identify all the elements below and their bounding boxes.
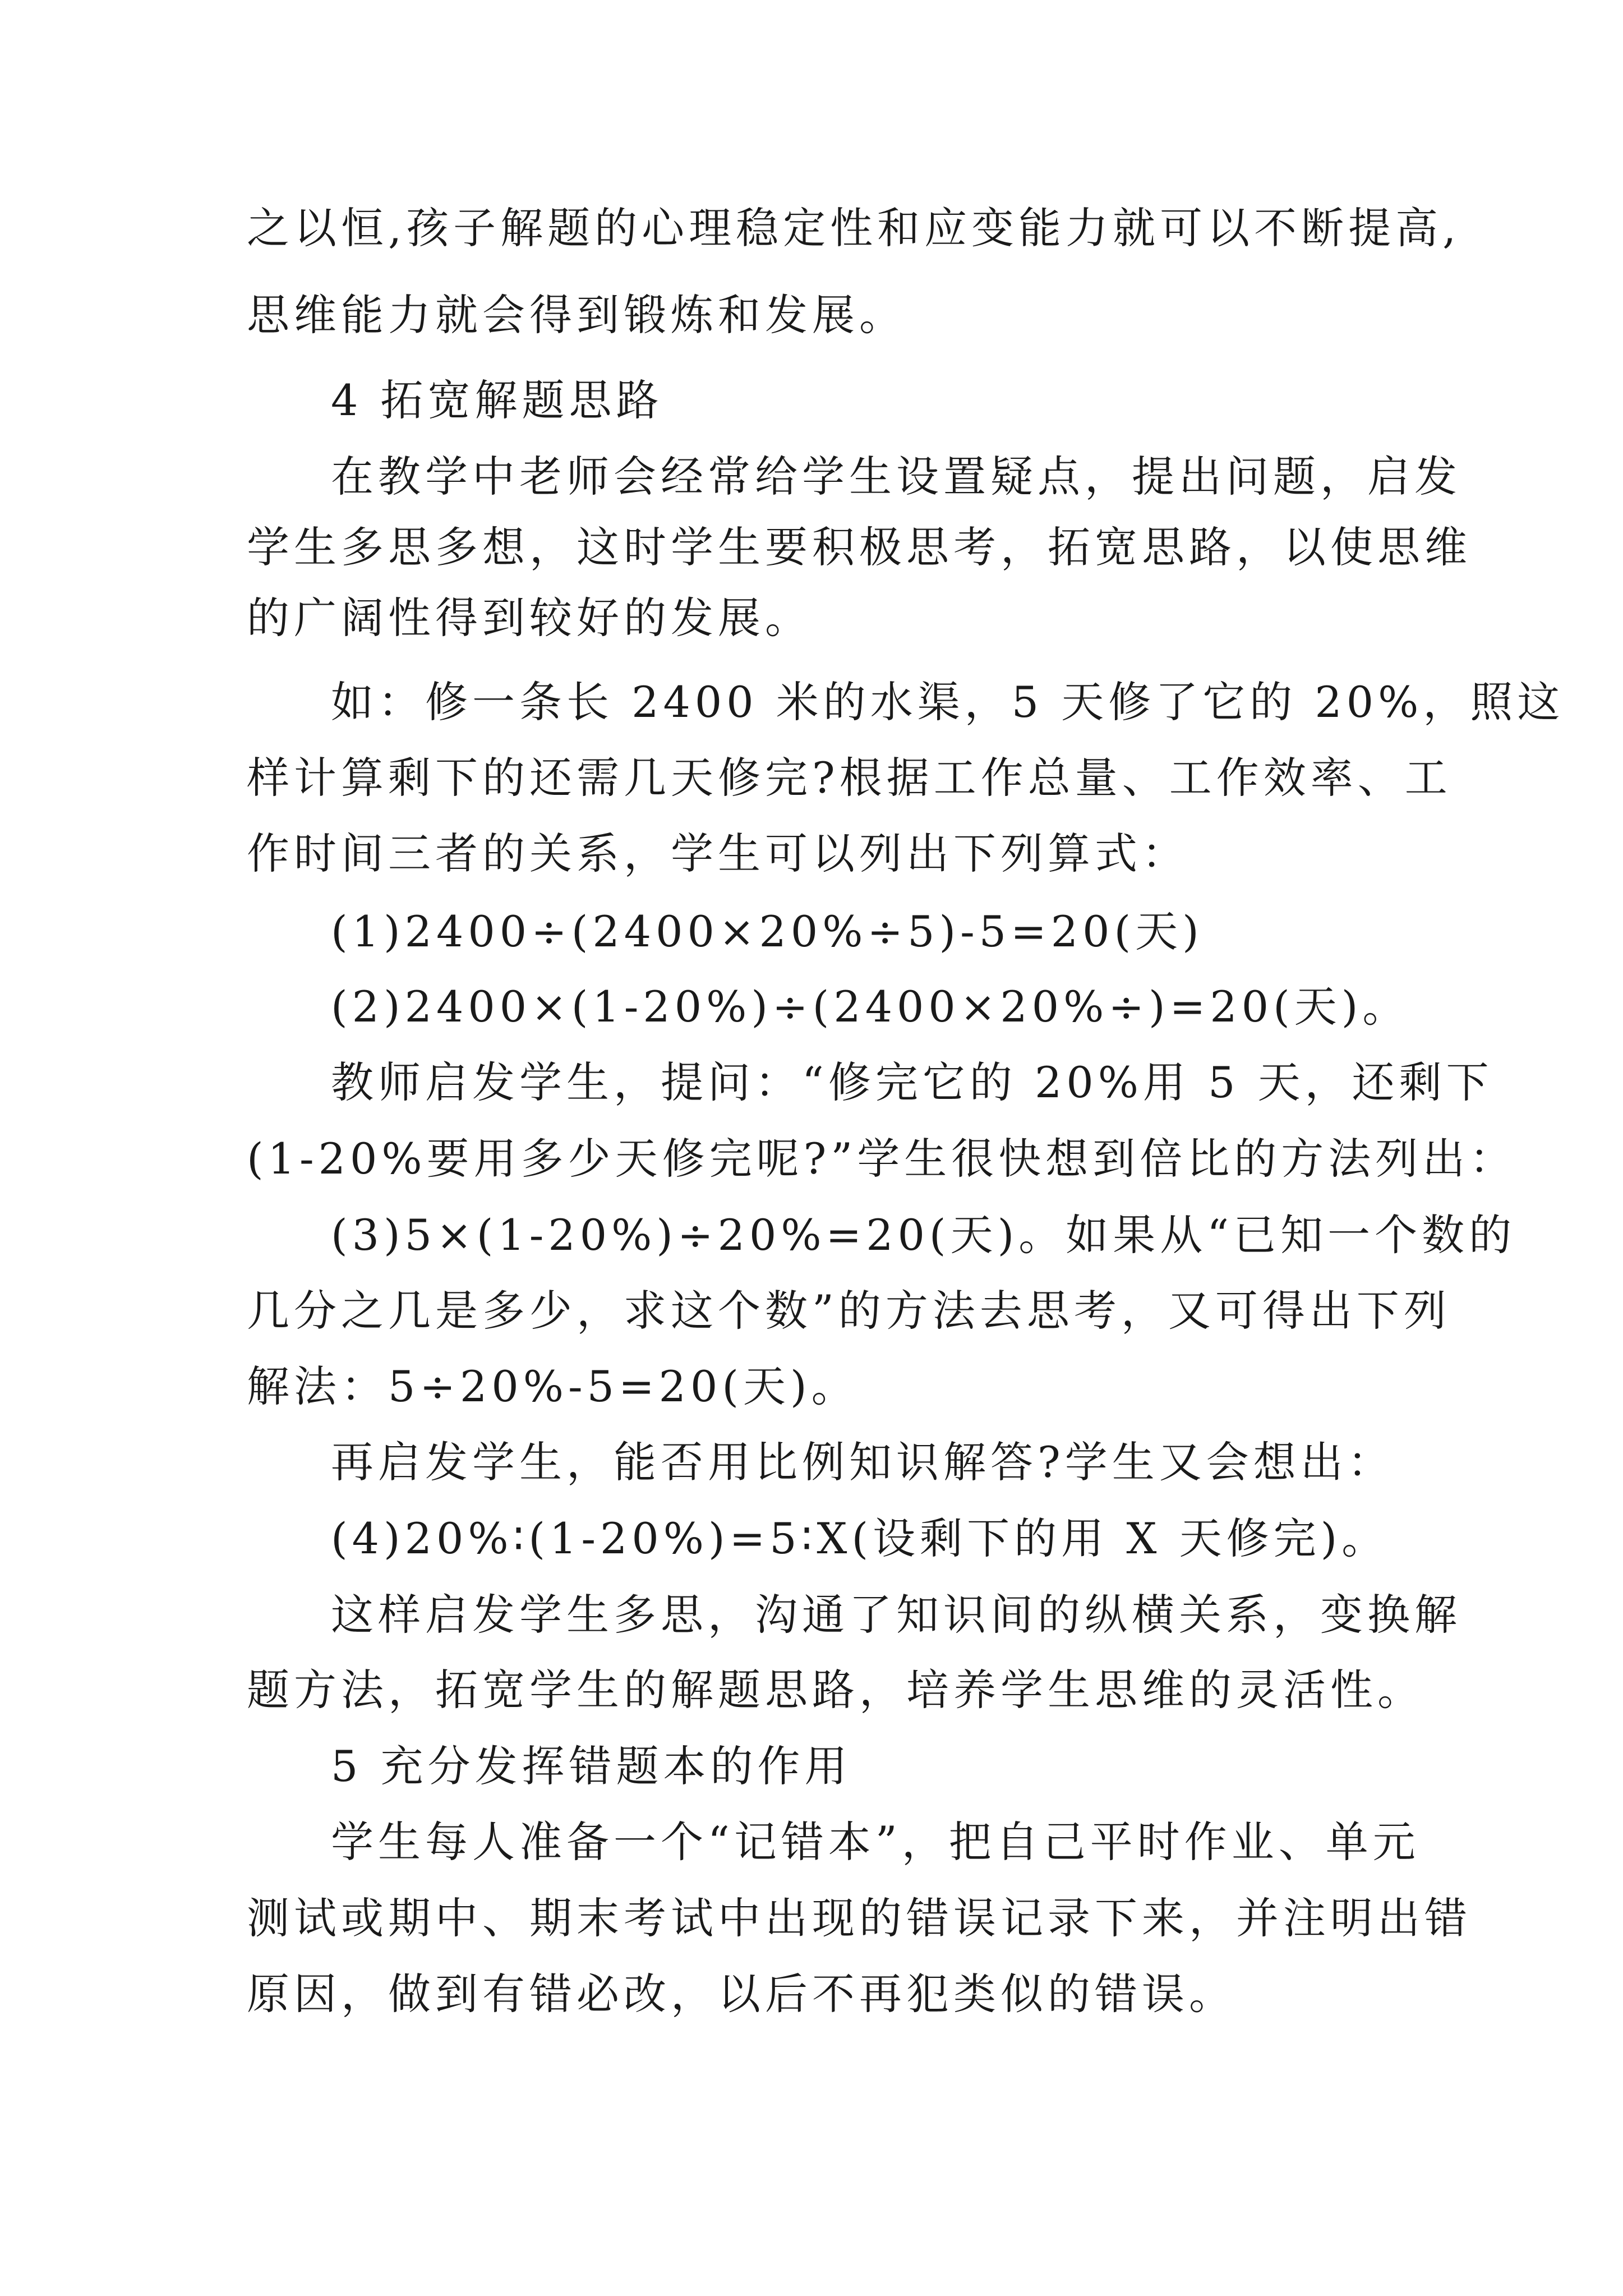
text-line: 解法：5÷20%-5=20(天)。	[247, 1361, 859, 1411]
text-line: 在教学中老师会经常给学生设置疑点，提出问题，启发	[331, 452, 1461, 501]
text-line: 之以恒,孩子解题的心理稳定性和应变能力就可以不断提高,	[247, 203, 1461, 253]
formula-line: (2)2400×(1-20%)÷(2400×20%÷)=20(天)。	[331, 982, 1410, 1032]
text-line: 测试或期中、期末考试中出现的错误记录下来，并注明出错	[247, 1893, 1472, 1943]
text-line: 作时间三者的关系，学生可以列出下列算式：	[247, 829, 1189, 878]
formula-line: (1)2400÷(2400×20%÷5)-5=20(天)	[331, 907, 1204, 956]
section-heading: 5 充分发挥错题本的作用	[331, 1741, 852, 1791]
text-line: 这样启发学生多思，沟通了知识间的纵横关系，变换解	[331, 1590, 1461, 1640]
text-line: 学生多思多想，这时学生要积极思考，拓宽思路，以使思维	[247, 522, 1472, 572]
text-line: 几分之几是多少，求这个数”的方法去思考，又可得出下列	[247, 1286, 1451, 1336]
text-line: 再启发学生，能否用比例知识解答?学生又会想出：	[331, 1437, 1395, 1487]
text-line: 如：修一条长 2400 米的水渠，5 天修了它的 20%，照这	[331, 677, 1565, 727]
text-line: 的广阔性得到较好的发展。	[247, 593, 812, 643]
text-line: 教师启发学生，提问：“修完它的 20%用 5 天，还剩下	[331, 1057, 1493, 1107]
text-line: 样计算剩下的还需几天修完?根据工作总量、工作效率、工	[247, 753, 1452, 803]
text-line: 思维能力就会得到锻炼和发展。	[247, 290, 906, 340]
text-line: 原因，做到有错必改，以后不再犯类似的错误。	[247, 1969, 1236, 2019]
text-line: (1-20%要用多少天修完呢?”学生很快想到倍比的方法列出：	[247, 1134, 1517, 1184]
formula-line: (3)5×(1-20%)÷20%=20(天)。如果从“已知一个数的	[331, 1210, 1516, 1260]
text-line: 题方法，拓宽学生的解题思路，培养学生思维的灵活性。	[247, 1665, 1424, 1715]
section-heading: 4 拓宽解题思路	[331, 375, 663, 425]
formula-line: (4)20%∶(1-20%)=5∶X(设剩下的用 X 天修完)。	[331, 1513, 1389, 1563]
text-line: 学生每人准备一个“记错本”，把自己平时作业、单元	[331, 1817, 1420, 1867]
